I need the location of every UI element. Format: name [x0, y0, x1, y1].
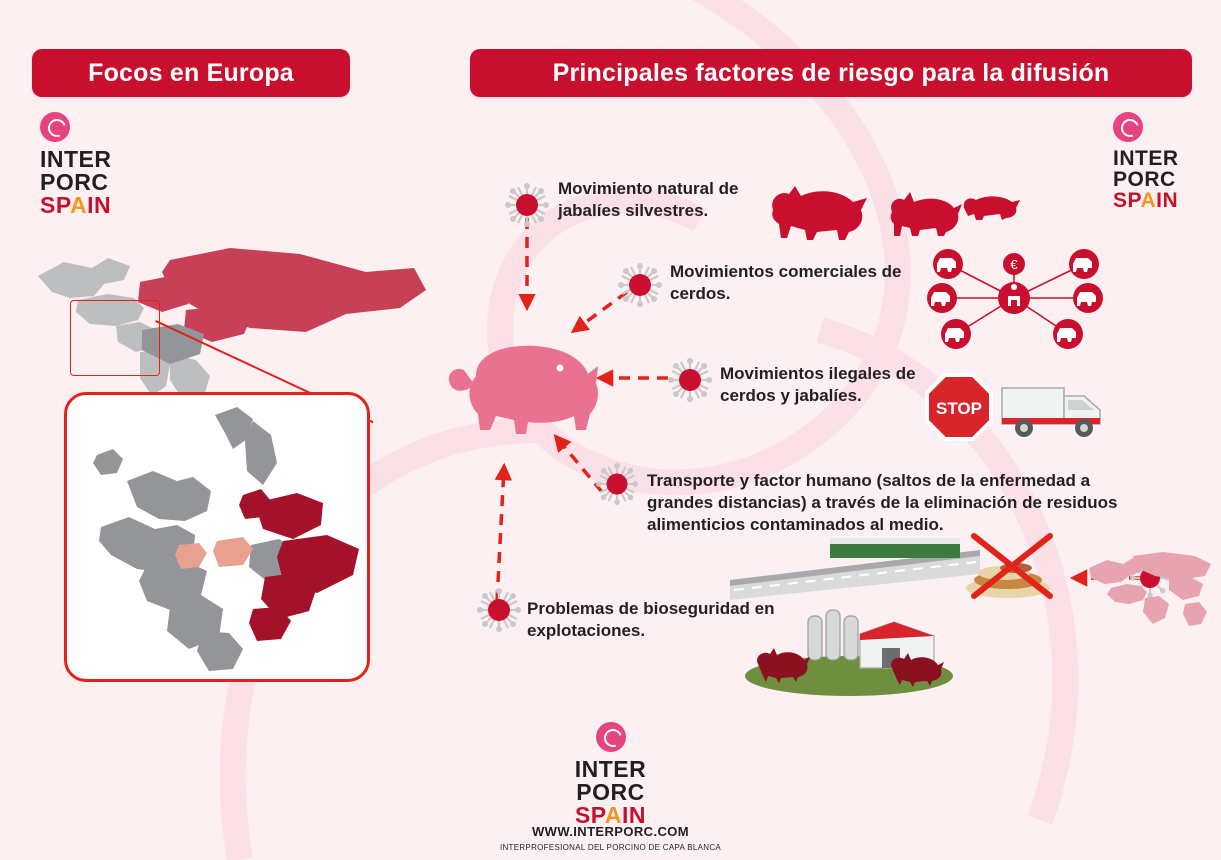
logo-sp: SP — [1113, 189, 1141, 212]
risk-factor-label-3: Movimientos ilegales de cerdos y jabalíes. — [720, 364, 916, 406]
logo-sp: SP — [40, 192, 70, 218]
risk-factor-label-1: Movimiento natural de jabalíes silvestres. — [558, 179, 739, 221]
footer-subtitle: INTERPROFESIONAL DEL PORCINO DE CAPA BLANCA — [499, 843, 722, 852]
virus-icon — [477, 588, 521, 632]
logo-line-inter: INTER — [574, 756, 647, 782]
logo-line-porc: PORC — [40, 169, 109, 195]
stop-sign-text: STOP — [936, 399, 982, 418]
logo-a: A — [69, 192, 88, 218]
logo-a: A — [604, 802, 623, 828]
virus-icon — [505, 183, 549, 227]
risk-factor-label-2: Movimientos comerciales de cerdos. — [670, 262, 902, 304]
interporc-swirl-icon — [1113, 112, 1143, 142]
footer-website-url: WWW.INTERPORC.COM — [531, 824, 689, 839]
logo-line-porc: PORC — [1113, 168, 1176, 191]
logo-line-spain — [40, 194, 112, 217]
delivery-truck-illustration — [1000, 378, 1110, 444]
europe-detail-map-panel — [64, 392, 370, 682]
euro-symbol-label: € — [1010, 257, 1018, 272]
mini-world-map — [1085, 548, 1215, 628]
logo-in: IN — [622, 802, 647, 828]
wild-boar-large-silhouette — [765, 180, 875, 242]
interporc-logo-left — [40, 112, 112, 217]
virus-icon — [596, 463, 638, 505]
section-title-factores-riesgo: Principales factores de riesgo para la difusión — [470, 49, 1192, 97]
logo-line-spain — [1113, 190, 1179, 211]
section-title-focos-europa: Focos en Europa — [32, 49, 350, 97]
europe-detail-map — [67, 395, 370, 682]
wild-boar-small-silhouette — [960, 192, 1022, 222]
interporc-logo-right — [1113, 112, 1179, 211]
virus-icon — [668, 358, 712, 402]
interporc-swirl-icon — [596, 722, 626, 752]
risk-factor-label-5: Problemas de bioseguridad en explotaciones. — [527, 599, 775, 641]
risk-factor-label-4: Transporte y factor humano (saltos de la enfermedad a grandes distancias) a través de la eliminación de residuos alimenticios contaminados al medio. — [647, 471, 1118, 535]
trade-network-diagram — [918, 246, 1110, 350]
logo-line-inter: INTER — [1113, 147, 1179, 170]
logo-a: A — [1140, 189, 1157, 212]
logo-in: IN — [87, 192, 112, 218]
pig-farm-illustration — [742, 588, 956, 698]
interporc-logo-footer — [538, 722, 683, 827]
logo-in: IN — [1156, 189, 1179, 212]
central-pig-illustration — [440, 330, 610, 440]
logo-sp: SP — [574, 802, 605, 828]
wild-boar-medium-silhouette — [886, 188, 964, 238]
europe-zoom-rectangle — [70, 300, 160, 376]
stop-sign-icon — [924, 372, 994, 442]
logo-line-porc: PORC — [576, 779, 645, 805]
logo-line-inter: INTER — [40, 146, 112, 172]
red-cross-mark-icon — [966, 528, 1058, 604]
virus-icon — [618, 263, 662, 307]
interporc-swirl-icon — [40, 112, 70, 142]
